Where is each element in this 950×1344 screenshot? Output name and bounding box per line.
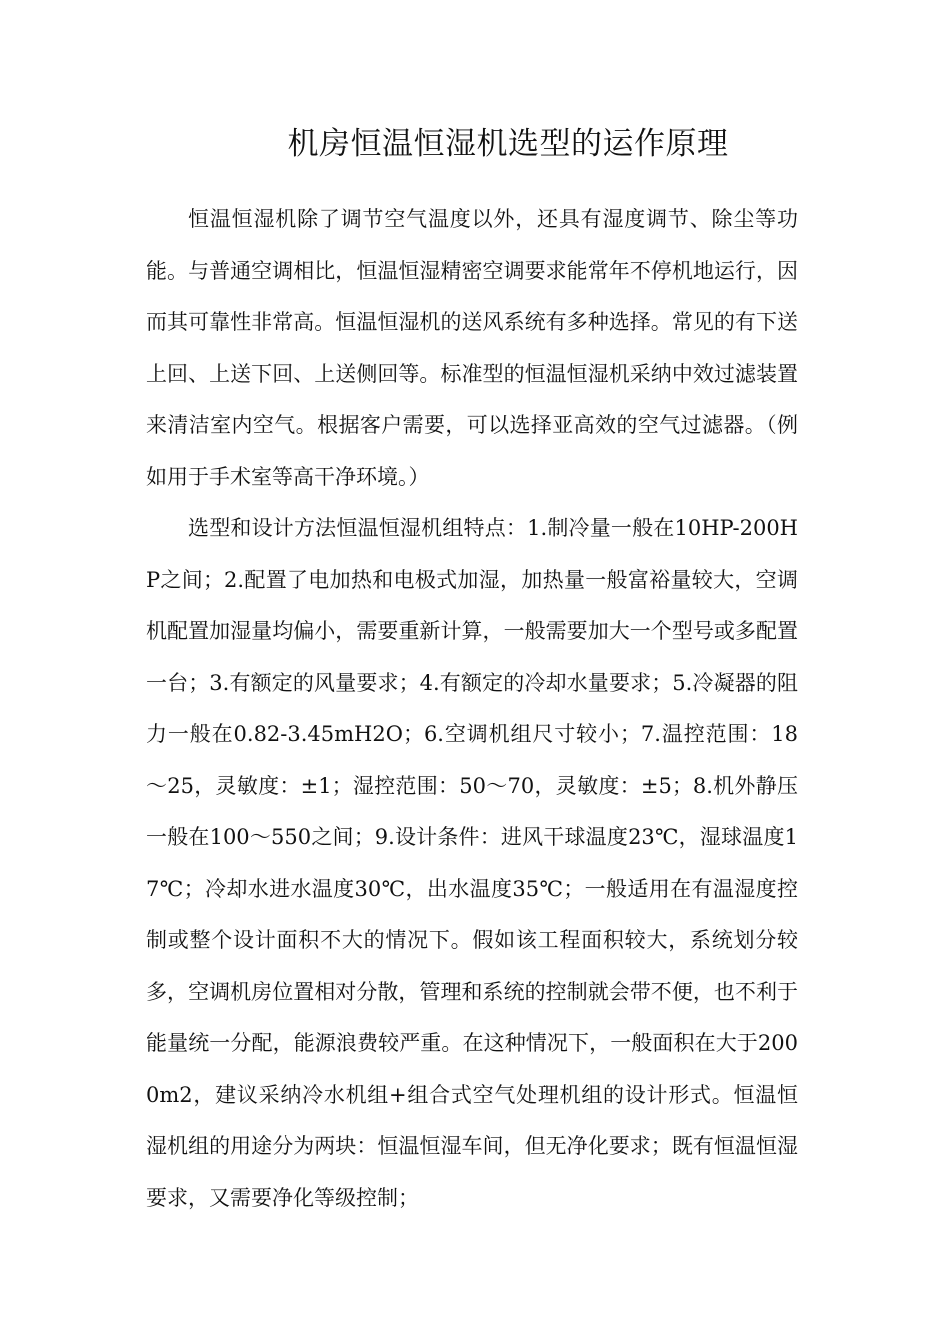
document-title: 机房恒温恒湿机选型的运作原理	[287, 126, 729, 162]
paragraph-selection-design: 选型和设计方法恒温恒湿机组特点：1.制冷量一般在10HP-200HP之间；2.配置了电加热和电极式加湿，加热量一般富裕量较大，空调机配置加湿量均偏小，需要重新计算，一般需要加大一个型号或多配置一台；3.有额定的风量要求；4.有额定的冷却水量要求；5.冷凝器的阻力一般在0.82-3.45mH2O；6.空调机组尺寸较小；7.温控范围：18～25，灵敏度：±1；湿控范围：50～70，灵敏度：±5；8.机外静压一般在100～550之间；9.设计条件：进风干球温度23℃，湿球温度17℃；冷却水进水温度30℃，出水温度35℃；一般适用在有温湿度控制或整个设计面积不大的情况下。假如该工程面积较大，系统划分较多，空调机房位置相对分散，管理和系统的控制就会带不便，也不利于能量统一分配，能源浪费较严重。在这种情况下，一般面积在大于2000m2，建议采纳冷水机组+组合式空气处理机组的设计形式。恒温恒湿机组的用途分为两块：恒温恒湿车间，但无净化要求；既有恒温恒湿要求，又需要净化等级控制；	[146, 516, 798, 1210]
document-body	[146, 194, 798, 1224]
paragraph-intro: 恒温恒湿机除了调节空气温度以外，还具有湿度调节、除尘等功能。与普通空调相比，恒温恒湿精密空调要求能常年不停机地运行，因而其可靠性非常高。恒温恒湿机的送风系统有多种选择。常见的有下送上回、上送下回、上送侧回等。标准型的恒温恒湿机采纳中效过滤装置来清洁室内空气。根据客户需要，可以选择亚高效的空气过滤器。（例如用于手术室等高干净环境。）	[146, 207, 798, 489]
